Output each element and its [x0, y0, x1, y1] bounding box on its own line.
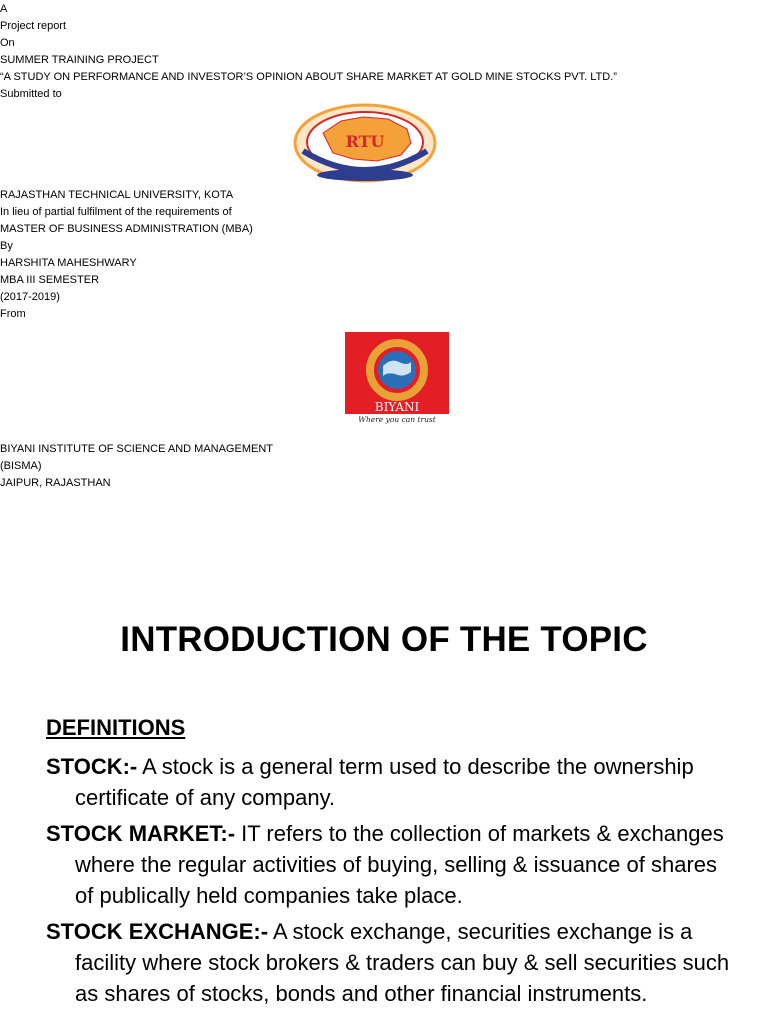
institute-location: JAIPUR, RAJASTHAN	[0, 477, 111, 489]
biyani-logo-tagline: Where you can trust	[358, 415, 436, 424]
cover-line: A	[0, 3, 8, 15]
seal-center-text: RTU	[345, 132, 385, 151]
definitions-list	[46, 751, 736, 1014]
project-title: “A STUDY ON PERFORMANCE AND INVESTOR’S OPINION ABOUT SHARE MARKET AT GOLD MINE STOCKS PVT. LTD.”	[0, 71, 617, 83]
cover-line: Submitted to	[0, 88, 62, 100]
definition-item	[46, 916, 736, 1009]
cover-line: By	[0, 240, 13, 252]
author-name: HARSHITA MAHESHWARY	[0, 257, 137, 269]
definition-term: STOCK MARKET:-	[46, 821, 236, 846]
definition-text: A stock exchange, securities exchange is a facility where stock brokers & traders can buy & sell securities such as shares of stocks, bonds and other financial instruments.	[75, 919, 730, 1006]
university-name: RAJASTHAN TECHNICAL UNIVERSITY, KOTA	[0, 189, 234, 201]
institute-abbr: (BISMA)	[0, 460, 42, 472]
cover-line: SUMMER TRAINING PROJECT	[0, 54, 159, 66]
biyani-logo-name: BIYANI	[374, 400, 420, 414]
definition-text: A stock is a general term used to describe the ownership certificate of any company.	[75, 754, 694, 810]
cover-line: On	[0, 37, 15, 49]
definition-term: STOCK:-	[46, 754, 138, 779]
cover-middle-block	[0, 187, 768, 323]
definition-item	[46, 818, 736, 911]
institute-name: BIYANI INSTITUTE OF SCIENCE AND MANAGEMENT	[0, 443, 273, 455]
cover-top-block	[0, 1, 768, 103]
degree-name: MASTER OF BUSINESS ADMINISTRATION (MBA)	[0, 223, 253, 235]
globe-logo-icon	[345, 332, 449, 424]
definitions-heading: DEFINITIONS	[46, 715, 186, 740]
cover-line: In lieu of partial fulfilment of the requirements of	[0, 206, 232, 218]
definition-text: IT refers to the collection of markets & exchanges where the regular activities of buying, selling & issuance of shares of publically held companies take place.	[75, 821, 724, 908]
cover-line: Project report	[0, 20, 67, 32]
semester: MBA III SEMESTER	[0, 274, 100, 286]
definition-term: STOCK EXCHANGE:-	[46, 919, 269, 944]
cover-line: From	[0, 308, 26, 320]
session-years: (2017-2019)	[0, 291, 60, 303]
intro-title: INTRODUCTION OF THE TOPIC	[120, 620, 648, 659]
cover-bottom-block	[0, 441, 768, 492]
definition-item	[46, 751, 736, 813]
university-seal-icon	[293, 103, 437, 183]
